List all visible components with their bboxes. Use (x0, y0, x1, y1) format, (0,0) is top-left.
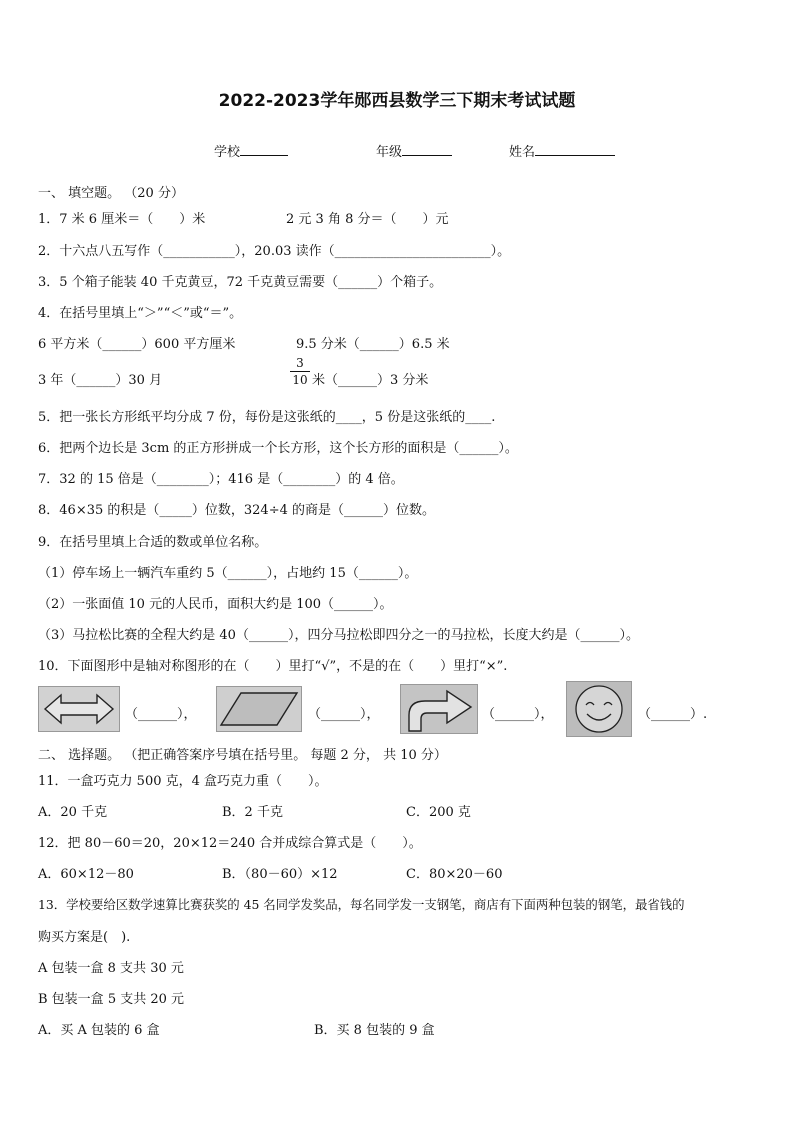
q7: 7．32 的 15 倍是（________）；416 是（________）的 4 倍。 (38, 472, 404, 487)
school-label: 学校 (214, 145, 241, 160)
name-field (509, 141, 615, 160)
q13-option-b[interactable]: B．买 8 包装的 9 盒 (314, 1023, 435, 1038)
q13-b-pack: B 包装一盒 5 支共 20 元 (38, 992, 185, 1007)
q3: 3．5 个箱子能装 40 千克黄豆，72 千克黄豆需要（______）个箱子。 (38, 275, 443, 290)
q9-part3: （3）马拉松比赛的全程大约是 40（______），四分马拉松即四分之一的马拉松，长度大约是（______）。 (38, 628, 639, 643)
q9-part2: （2）一张面值 10 元的人民币，面积大约是 100（______）。 (38, 597, 393, 612)
fraction-numerator: 3 (296, 356, 304, 370)
name-label: 姓名 (509, 145, 536, 160)
q12-option-b[interactable]: B．（80－60）×12 (222, 867, 338, 882)
q6: 6．把两个边长是 3cm 的正方形拼成一个长方形，这个长方形的面积是（______）。 (38, 441, 518, 456)
name-blank[interactable] (535, 143, 615, 156)
section2-heading: 二、 选择题。 （把正确答案序号填在括号里。 每题 2 分， 共 10 分） (38, 748, 447, 763)
smiley-face-icon (566, 681, 632, 737)
q9-part1: （1）停车场上一辆汽车重约 5（______），占地约 15（______）。 (38, 566, 418, 581)
q4-a: 6 平方米（______）600 平方厘米 (38, 337, 236, 352)
grade-blank[interactable] (402, 143, 452, 156)
q12-option-a[interactable]: A．60×12－80 (38, 867, 134, 882)
q10-answer-3[interactable]: （______）， (482, 707, 554, 722)
q11-option-b[interactable]: B．2 千克 (222, 805, 283, 820)
q4-c: 3 年（______）30 月 (38, 373, 163, 388)
q10-answer-4[interactable]: （______）. (638, 707, 708, 722)
q12-stem: 12．把 80－60＝20，20×12＝240 合并成综合算式是（ ）。 (38, 836, 422, 851)
q13-option-a[interactable]: A．买 A 包装的 6 盒 (38, 1023, 160, 1038)
q10-answer-2[interactable]: （______）， (308, 707, 380, 722)
q9-stem: 9．在括号里填上合适的数或单位名称。 (38, 535, 268, 550)
q2: 2．十六点八五写作（___________），20.03 读作（________________________）。 (38, 244, 511, 259)
double-arrow-icon (38, 686, 120, 732)
q1-left: 1．7 米 6 厘米＝（ ）米 (38, 212, 206, 227)
curved-arrow-icon (400, 684, 478, 734)
section1-heading: 一、 填空题。 （20 分） (38, 186, 184, 201)
fraction-denominator: 10 (292, 373, 308, 387)
school-blank[interactable] (240, 143, 288, 156)
q11-stem: 11．一盒巧克力 500 克，4 盒巧克力重（ ）。 (38, 774, 328, 789)
grade-label: 年级 (376, 145, 403, 160)
q11-option-a[interactable]: A．20 千克 (38, 805, 108, 820)
school-field (214, 141, 288, 160)
q4-stem: 4．在括号里填上“＞”“＜”或“＝”。 (38, 306, 243, 321)
q13-stem-line2: 购买方案是( ). (38, 930, 131, 945)
q1-right: 2 元 3 角 8 分＝（ ）元 (286, 212, 449, 227)
q10-stem: 10．下面图形中是轴对称图形的在（ ）里打“√”，不是的在（ ）里打“×”. (38, 659, 508, 674)
q10-answer-1[interactable]: （______）， (125, 707, 197, 722)
grade-field (376, 141, 452, 160)
parallelogram-icon (216, 686, 302, 732)
q4-b: 9.5 分米（______）6.5 米 (296, 337, 450, 352)
q12-option-c[interactable]: C．80×20－60 (406, 867, 503, 882)
q8: 8．46×35 的积是（_____）位数，324÷4 的商是（______）位数。 (38, 503, 435, 518)
q5: 5．把一张长方形纸平均分成 7 份，每份是这张纸的____，5 份是这张纸的____. (38, 410, 496, 425)
page-title: 2022-2023学年郧西县数学三下期末考试试题 (218, 91, 576, 111)
q4-d-rest: 米（______）3 分米 (312, 373, 429, 388)
q11-option-c[interactable]: C．200 克 (406, 805, 471, 820)
fraction-bar (290, 371, 310, 372)
q13-a-pack: A 包装一盒 8 支共 30 元 (38, 961, 184, 976)
q4-d-fraction (290, 356, 310, 387)
q13-stem-line1: 13．学校要给区数学速算比赛获奖的 45 名同学发奖品，每名同学发一支钢笔，商店有下面两种包装的钢笔，最省钱的 (38, 897, 685, 912)
